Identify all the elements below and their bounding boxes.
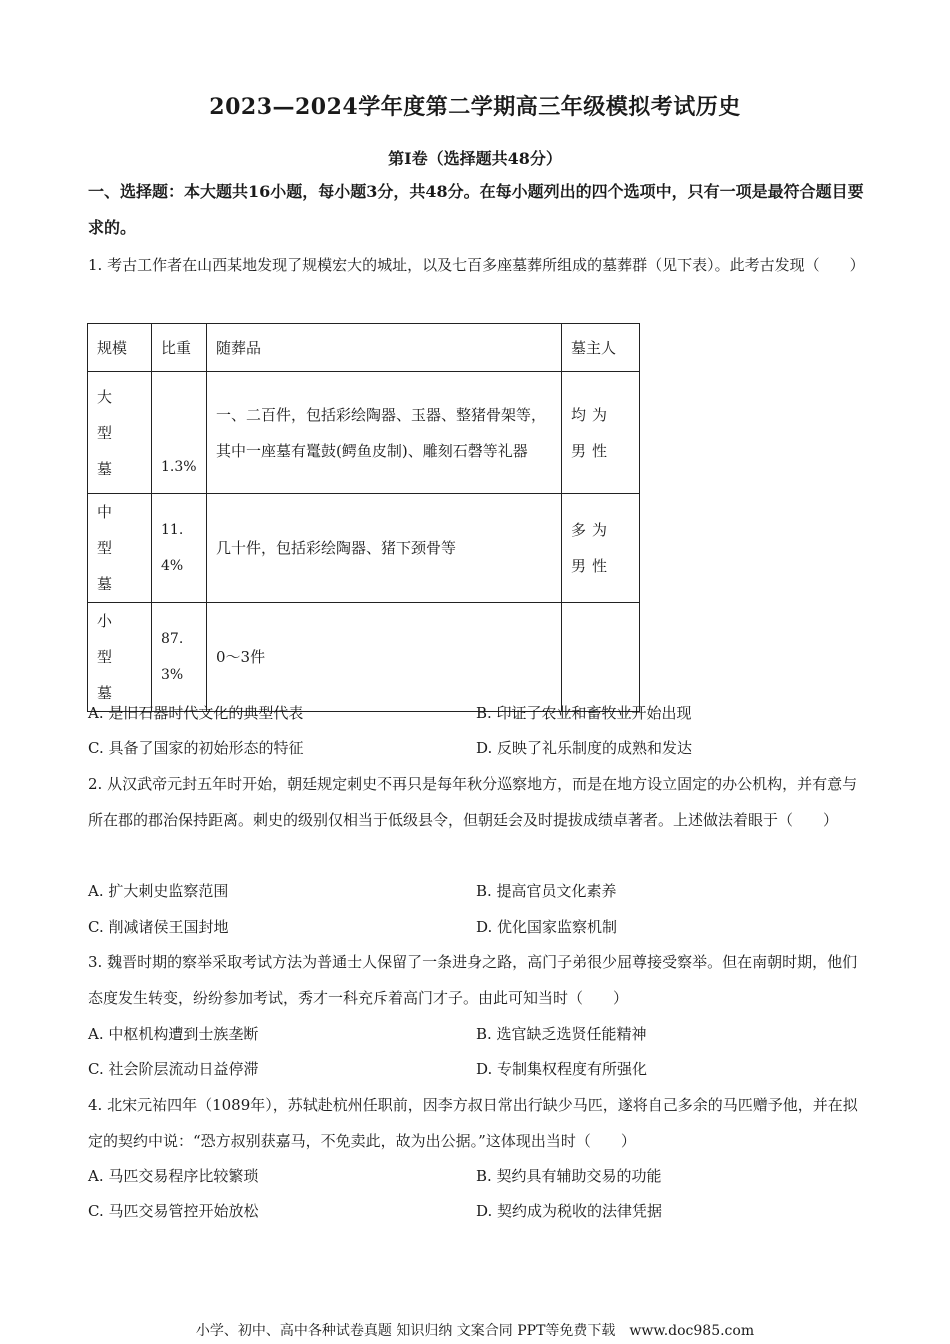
question-1-stem: 1. 考古工作者在山西某地发现了规模宏大的城址，以及七百多座墓葬所组成的墓葬群（见下表）。此考古发现（ ） [88, 256, 865, 274]
table-header-row [88, 324, 640, 372]
page-footer: 小学、初中、高中各种试卷真题 知识归纳 文案合同 PPT等免费下载 www.doc985.com [195, 1323, 755, 1339]
cell-owner: 多为男性 [562, 494, 640, 603]
q3-option-b[interactable]: B. 选官缺乏选贤任能精神 [476, 1025, 647, 1043]
table-row [88, 494, 640, 603]
exam-title: 2023—2024学年度第二学期高三年级模拟考试历史 [209, 94, 741, 120]
cell-ratio: 1.3% [152, 372, 207, 494]
q2-option-a[interactable]: A. 扩大刺史监察范围 [88, 882, 229, 900]
cell-items: 一、二百件，包括彩绘陶器、玉器、整猪骨架等，其中一座墓有鼍鼓(鳄鱼皮制)、雕刻石磬等礼器 [207, 372, 562, 494]
q4-option-b[interactable]: B. 契约具有辅助交易的功能 [476, 1167, 662, 1185]
q2-option-b[interactable]: B. 提高官员文化素养 [476, 882, 617, 900]
table-row [88, 603, 640, 712]
header-scale: 规模 [88, 324, 152, 372]
q1-option-d[interactable]: D. 反映了礼乐制度的成熟和发达 [476, 739, 693, 757]
q2-option-c[interactable]: C. 削减诸侯王国封地 [88, 918, 229, 936]
section-instructions: 一、选择题：本大题共16小题，每小题3分，共48分。在每小题列出的四个选项中，只有一项是最符合题目要求的。 [88, 182, 864, 237]
q3-option-d[interactable]: D. 专制集权程度有所强化 [476, 1060, 648, 1078]
q1-option-a[interactable]: A. 是旧石器时代文化的典型代表 [88, 704, 304, 722]
q4-option-a[interactable]: A. 马匹交易程序比较繁琐 [88, 1167, 259, 1185]
q4-option-d[interactable]: D. 契约成为税收的法律凭据 [476, 1202, 663, 1220]
q2-option-d[interactable]: D. 优化国家监察机制 [476, 918, 618, 936]
cell-scale: 大型墓 [88, 372, 152, 494]
header-items: 随葬品 [207, 324, 562, 372]
question-2-stem: 2. 从汉武帝元封五年时开始，朝廷规定刺史不再只是每年秋分巡察地方，而是在地方设立固定的办公机构，并有意与所在郡的郡治保持距离。刺史的级别仅相当于低级县令，但朝廷会及时提拔成绩卓著者。上述做法着眼于（ ） [88, 775, 858, 829]
cell-items: 几十件，包括彩绘陶器、猪下颈骨等 [207, 494, 562, 603]
paper-subtitle: 第Ⅰ卷（选择题共48分） [388, 149, 562, 168]
q1-option-b[interactable]: B. 印证了农业和畜牧业开始出现 [476, 704, 692, 722]
q3-option-c[interactable]: C. 社会阶层流动日益停滞 [88, 1060, 259, 1078]
q4-option-c[interactable]: C. 马匹交易管控开始放松 [88, 1202, 259, 1220]
header-ratio: 比重 [152, 324, 207, 372]
cell-owner [562, 603, 640, 712]
q1-option-c[interactable]: C. 具备了国家的初始形态的特征 [88, 739, 304, 757]
table-row [88, 372, 640, 494]
cell-items: 0～3件 [207, 603, 562, 712]
cell-ratio: 11.4% [152, 494, 207, 603]
question-4-stem: 4. 北宋元祐四年（1089年），苏轼赴杭州任职前，因李方叔日常出行缺少马匹，遂将自己多余的马匹赠予他，并在拟定的契约中说：“恐方叔别获嘉马，不免卖此，故为出公据。”这体现出当时（ ） [88, 1096, 858, 1150]
cell-scale: 中型墓 [88, 494, 152, 603]
cell-ratio: 87.3% [152, 603, 207, 712]
tomb-table [87, 323, 640, 712]
cell-owner: 均为男性 [562, 372, 640, 494]
cell-scale: 小型墓 [88, 603, 152, 712]
header-owner: 墓主人 [562, 324, 640, 372]
q3-option-a[interactable]: A. 中枢机构遭到士族垄断 [88, 1025, 259, 1043]
question-3-stem: 3. 魏晋时期的察举采取考试方法为普通士人保留了一条进身之路，高门子弟很少屈尊接受察举。但在南朝时期，他们态度发生转变，纷纷参加考试，秀才一科充斥着高门才子。由此可知当时（ ） [88, 953, 858, 1007]
